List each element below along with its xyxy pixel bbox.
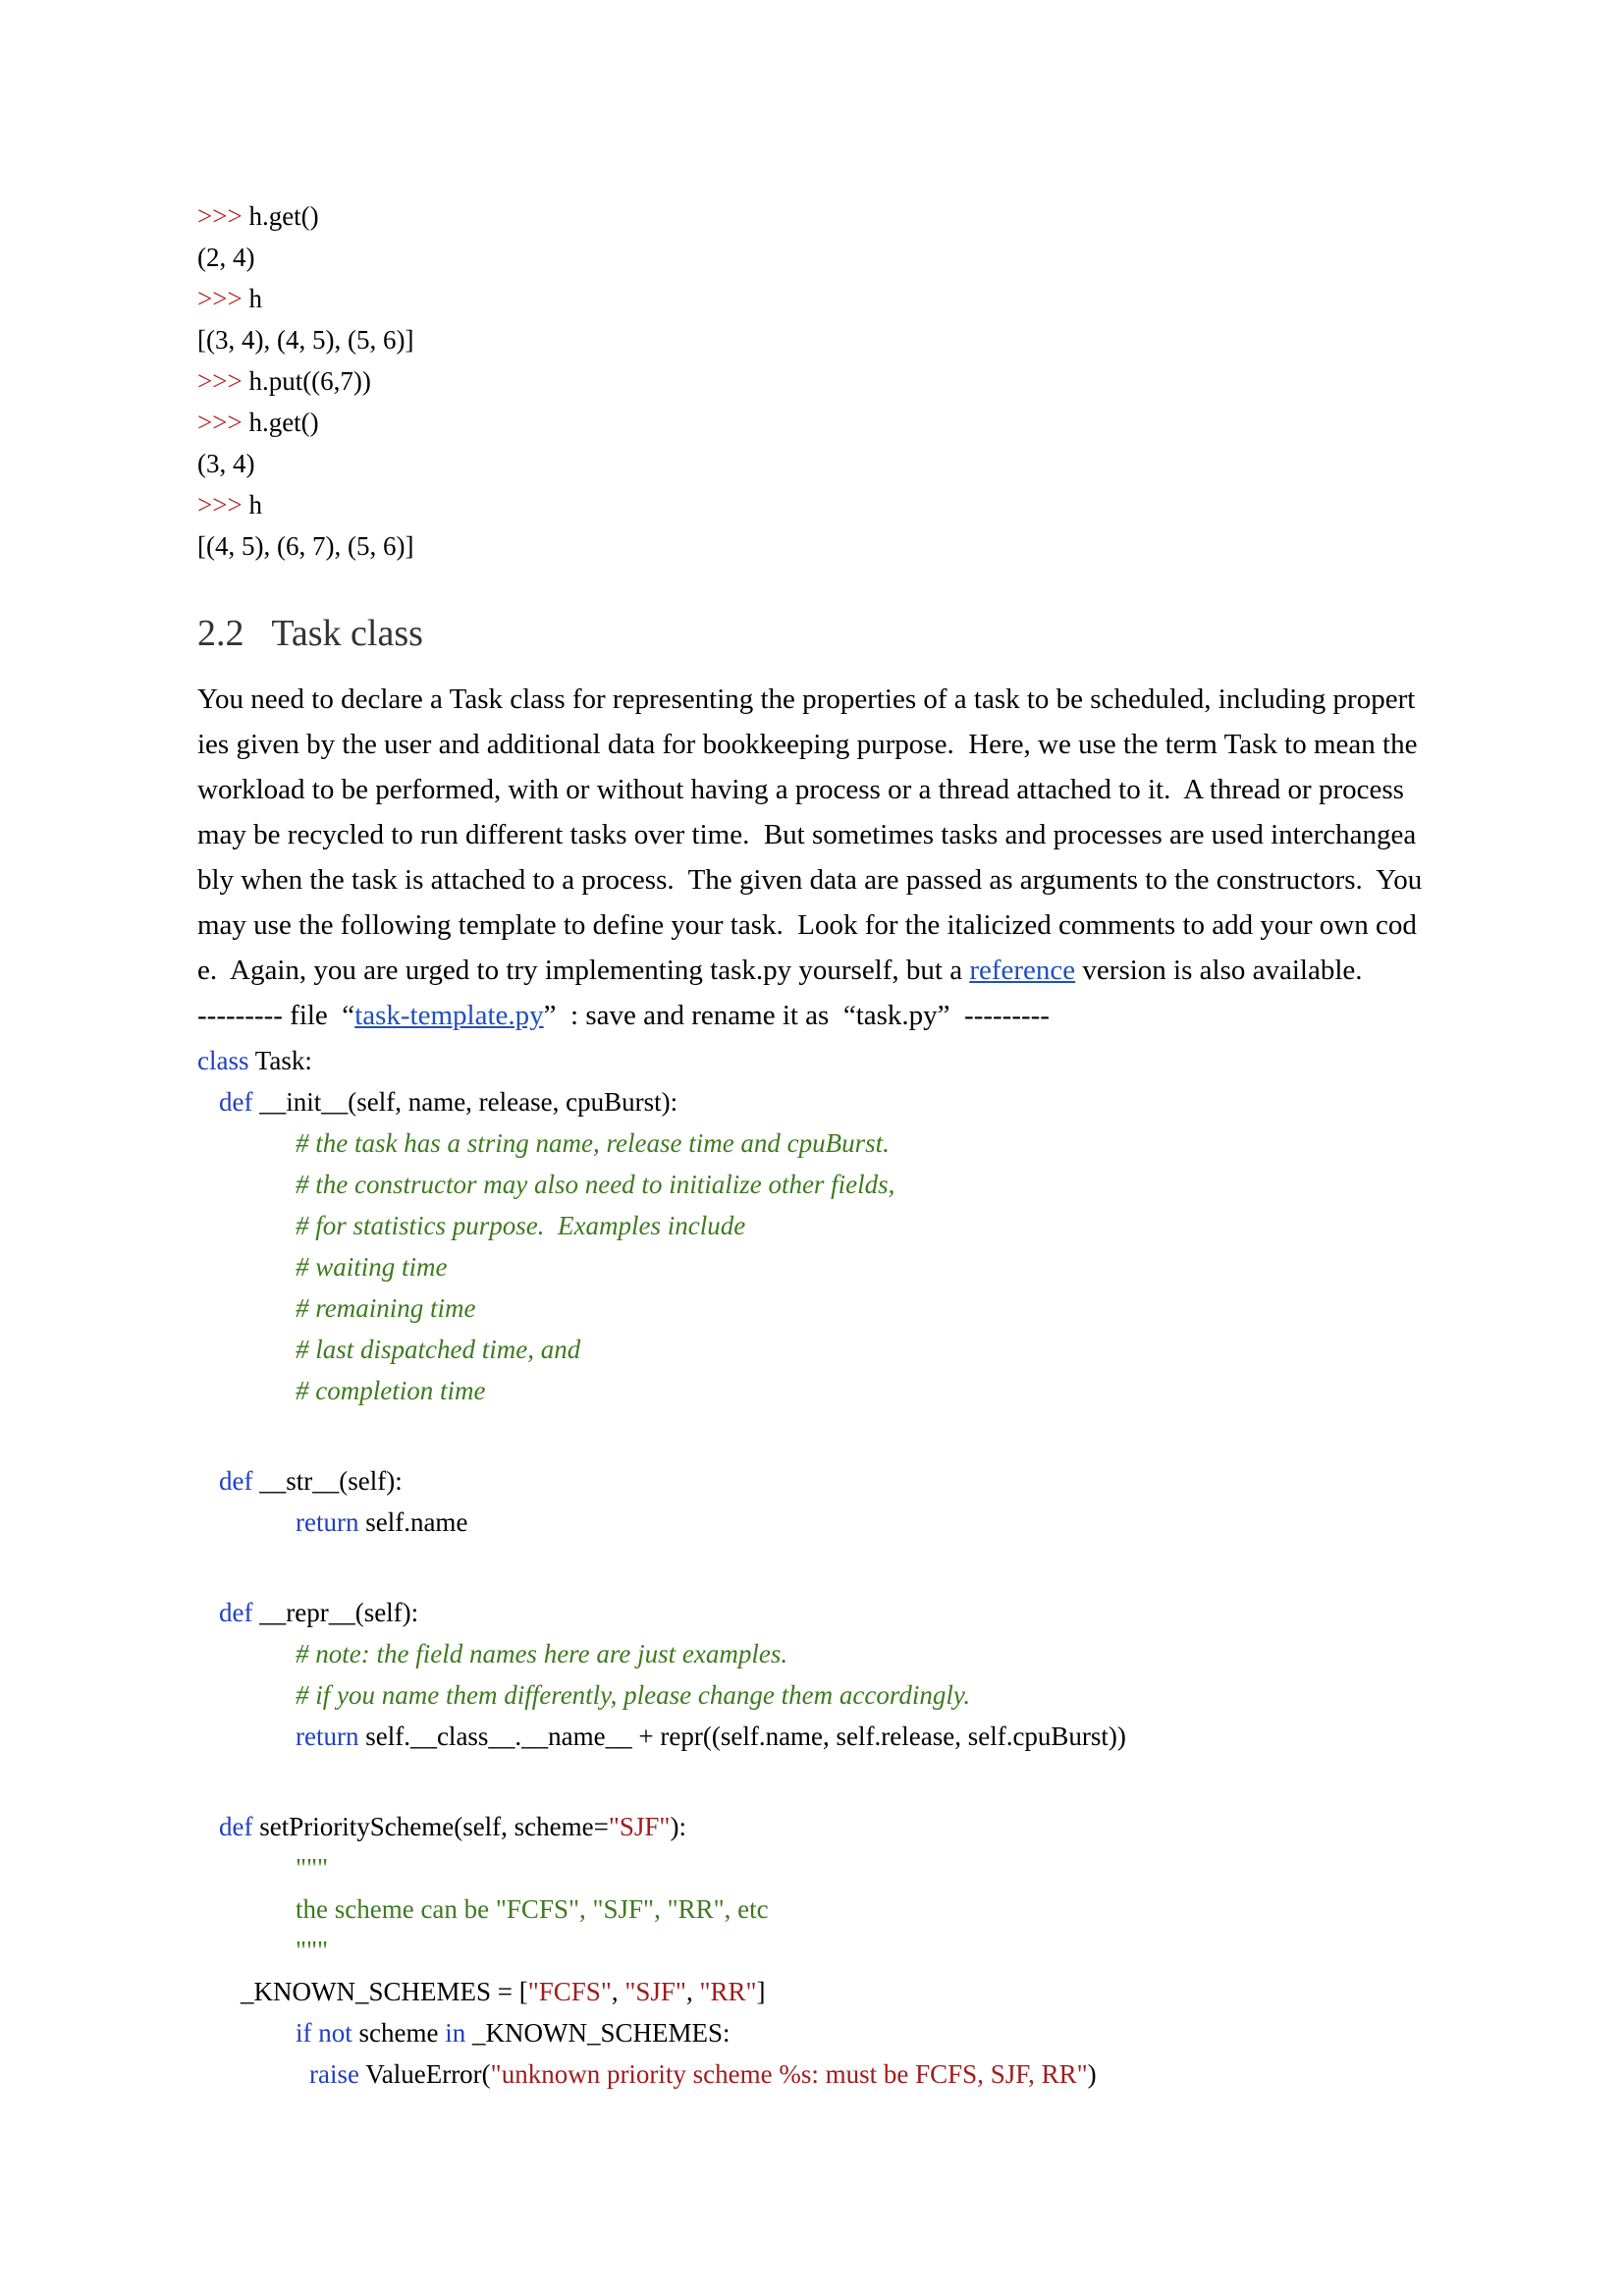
code-comment: # the task has a string name, release time and cpuBurst. bbox=[296, 1128, 890, 1158]
code-text: self.__class__.__name__ + repr((self.name, self.release, self.cpuBurst)) bbox=[358, 1722, 1126, 1751]
code-text: ] bbox=[756, 1977, 766, 2006]
keyword: def bbox=[219, 1466, 253, 1496]
code-text: ValueError( bbox=[358, 2059, 491, 2089]
session-text: (2, 4) bbox=[197, 243, 255, 272]
code-comment: # waiting time bbox=[296, 1252, 448, 1282]
section-number: 2.2 bbox=[197, 613, 244, 654]
prompt-marker: >>> bbox=[197, 490, 243, 519]
file-line-text: ” : save and rename it as “task.py” --------- bbox=[543, 1000, 1050, 1031]
string-literal: "FCFS" bbox=[527, 1977, 612, 2006]
code-text: __str__(self): bbox=[252, 1466, 403, 1496]
session-text: [(4, 5), (6, 7), (5, 6)] bbox=[197, 531, 414, 561]
string-literal: "SJF" bbox=[608, 1812, 671, 1841]
paragraph-text: e. Again, you are urged to try implementing task.py yourself, but a bbox=[197, 955, 970, 986]
session-line bbox=[197, 489, 262, 520]
code-text: _KNOWN_SCHEMES: bbox=[465, 2018, 731, 2048]
code-comment: # remaining time bbox=[296, 1293, 476, 1323]
session-text: h.get() bbox=[242, 408, 319, 437]
keyword: in bbox=[445, 2018, 466, 2048]
code-line bbox=[219, 1465, 403, 1497]
keyword: class bbox=[197, 1046, 249, 1075]
code-text: Task: bbox=[248, 1046, 312, 1075]
keyword: def bbox=[219, 1812, 253, 1841]
session-text: (3, 4) bbox=[197, 449, 255, 478]
paragraph-text: version is also available. bbox=[1075, 955, 1363, 986]
docstring-text: the scheme can be "FCFS", "SJF", "RR", etc bbox=[296, 1894, 769, 1924]
code-comment: # for statistics purpose. Examples include bbox=[296, 1211, 746, 1240]
code-text: self.name bbox=[358, 1507, 468, 1537]
code-text: , bbox=[685, 1977, 700, 2006]
code-line bbox=[241, 1976, 766, 2007]
task-template-link[interactable]: task-template.py bbox=[354, 1000, 544, 1031]
session-line bbox=[197, 324, 413, 355]
paragraph-line: ies given by the user and additional data for bookkeeping purpose. Here, we use the term Task to mean the bbox=[197, 729, 1418, 760]
file-line-text: --------- file “ bbox=[197, 1000, 355, 1031]
session-text: [(3, 4), (4, 5), (5, 6)] bbox=[197, 325, 414, 355]
keyword: def bbox=[219, 1087, 253, 1117]
session-line bbox=[197, 448, 254, 479]
code-comment: # the constructor may also need to initialize other fields, bbox=[296, 1170, 895, 1199]
string-literal: "SJF" bbox=[624, 1977, 686, 2006]
code-comment: # note: the field names here are just examples. bbox=[296, 1639, 788, 1668]
section-title: Task class bbox=[271, 613, 423, 654]
paragraph-line: You need to declare a Task class for representing the properties of a task to be scheduled, including propert bbox=[197, 683, 1416, 715]
code-text: , bbox=[611, 1977, 625, 2006]
keyword: return bbox=[296, 1722, 359, 1751]
session-line bbox=[197, 242, 254, 273]
keyword: return bbox=[296, 1507, 359, 1537]
code-comment: # completion time bbox=[296, 1376, 486, 1405]
code-line bbox=[219, 1597, 418, 1628]
paragraph-line: bly when the task is attached to a process. The given data are passed as arguments to the constructors. You bbox=[197, 864, 1423, 896]
docstring-quotes: """ bbox=[296, 1936, 329, 1965]
file-line bbox=[197, 996, 1050, 1035]
keyword: not bbox=[311, 2018, 352, 2048]
session-line bbox=[197, 283, 262, 314]
session-text: h bbox=[242, 284, 262, 313]
reference-link[interactable]: reference bbox=[969, 955, 1076, 986]
paragraph-line: workload to be performed, with or without having a process or a thread attached to it. A thread or process bbox=[197, 774, 1404, 805]
code-line bbox=[197, 1045, 312, 1076]
code-comment: # if you name them differently, please change them accordingly. bbox=[296, 1680, 971, 1710]
code-text: setPriorityScheme(self, scheme= bbox=[252, 1812, 609, 1841]
keyword: if bbox=[296, 2018, 312, 2048]
keyword: raise bbox=[309, 2059, 359, 2089]
code-line bbox=[296, 1721, 1126, 1752]
code-line bbox=[296, 1506, 467, 1538]
code-line bbox=[296, 2017, 731, 2049]
code-text: _KNOWN_SCHEMES = [ bbox=[241, 1977, 528, 2006]
section-heading bbox=[197, 611, 423, 656]
session-text: h.get() bbox=[242, 201, 319, 231]
string-literal: "RR" bbox=[699, 1977, 757, 2006]
code-text: __init__(self, name, release, cpuBurst): bbox=[252, 1087, 678, 1117]
paragraph-line: may use the following template to define your task. Look for the italicized comments to add your own cod bbox=[197, 909, 1417, 941]
code-line bbox=[219, 1086, 677, 1118]
code-text: scheme bbox=[352, 2018, 446, 2048]
prompt-marker: >>> bbox=[197, 408, 243, 437]
session-line bbox=[197, 407, 319, 438]
code-text: ) bbox=[1087, 2059, 1097, 2089]
keyword: def bbox=[219, 1598, 253, 1627]
prompt-marker: >>> bbox=[197, 284, 243, 313]
prompt-marker: >>> bbox=[197, 366, 243, 396]
code-line bbox=[309, 2058, 1097, 2090]
code-comment: # last dispatched time, and bbox=[296, 1335, 581, 1364]
session-line bbox=[197, 365, 371, 397]
code-text: __repr__(self): bbox=[252, 1598, 419, 1627]
paragraph-line: may be recycled to run different tasks over time. But sometimes tasks and processes are used interchangea bbox=[197, 819, 1417, 850]
code-line bbox=[219, 1811, 686, 1842]
string-literal: "unknown priority scheme %s: must be FCFS, SJF, RR" bbox=[490, 2059, 1088, 2089]
code-text: ): bbox=[670, 1812, 686, 1841]
session-line bbox=[197, 200, 319, 232]
prompt-marker: >>> bbox=[197, 201, 243, 231]
paragraph-line bbox=[197, 951, 1363, 990]
session-text: h.put((6,7)) bbox=[242, 366, 371, 396]
docstring-quotes: """ bbox=[296, 1853, 329, 1883]
session-line bbox=[197, 530, 413, 562]
session-text: h bbox=[242, 490, 262, 519]
